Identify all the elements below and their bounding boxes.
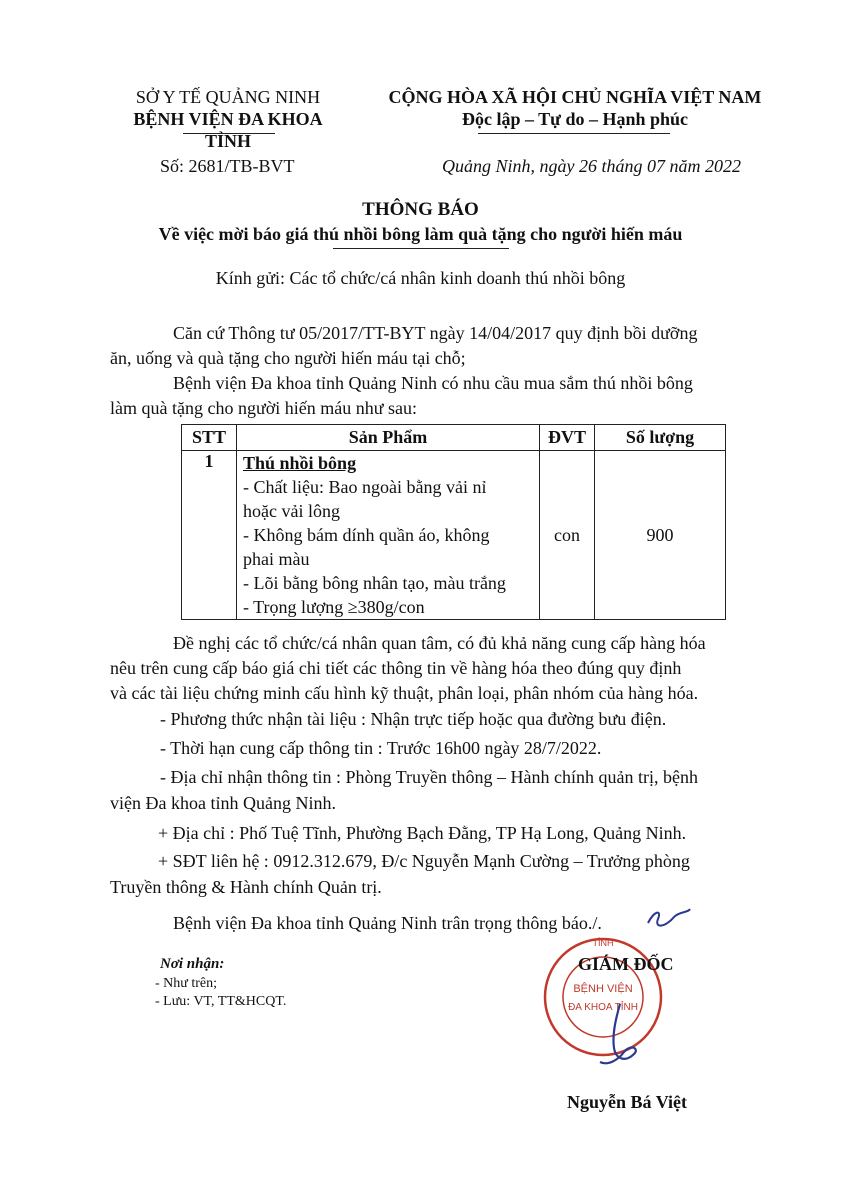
table-row	[182, 451, 726, 620]
recipients-line2: - Lưu: VT, TT&HCQT.	[155, 994, 287, 1009]
national-motto: Độc lập – Tự do – Hạnh phúc	[461, 109, 689, 129]
national-title: CỘNG HÒA XÃ HỘI CHỦ NGHĨA VIỆT NAM	[388, 87, 762, 107]
spec-line: - Lõi bằng bông nhân tạo, màu trắng	[243, 573, 506, 593]
spec-line: - Không bám dính quần áo, không	[243, 525, 490, 545]
document-title: THÔNG BÁO	[362, 199, 479, 220]
bullet-address-line2: viện Đa khoa tỉnh Quảng Ninh.	[110, 793, 336, 813]
spec-line: phai màu	[243, 549, 310, 569]
header-unit: ĐVT	[540, 425, 595, 451]
spec-line: - Chất liệu: Bao ngoài bằng vải nỉ	[243, 477, 487, 497]
header-quantity: Số lượng	[595, 425, 726, 451]
goods-table	[181, 424, 726, 620]
closing-line: Bệnh viện Đa khoa tỉnh Quảng Ninh trân trọng thông báo./.	[173, 913, 602, 933]
stamp-line2: ĐA KHOA TỈNH	[568, 1002, 638, 1013]
agency-name: SỞ Y TẾ QUẢNG NINH	[135, 87, 321, 107]
product-name: Thú nhồi bông	[243, 453, 357, 473]
contact-address: + Địa chỉ : Phố Tuệ Tĩnh, Phường Bạch Đằng, TP Hạ Long, Quảng Ninh.	[158, 823, 687, 843]
spec-line: - Trọng lượng ≥380g/con	[243, 597, 425, 617]
bullet-method: - Phương thức nhận tài liệu : Nhận trực tiếp hoặc qua đường bưu điện.	[160, 709, 667, 729]
para3-line3: và các tài liệu chứng minh cấu hình kỹ thuật, phân loại, phân nhóm của hàng hóa.	[110, 683, 699, 703]
table-header-row	[182, 425, 726, 451]
recipients-line1: - Như trên;	[155, 976, 218, 991]
row-stt: 1	[182, 451, 237, 620]
contact-phone-line2: Truyền thông & Hành chính Quản trị.	[110, 877, 382, 897]
row-unit: con	[540, 451, 595, 620]
contact-phone-line1: + SĐT liên hệ : 0912.312.679, Đ/c Nguyễn Mạnh Cường – Trưởng phòng	[158, 851, 690, 871]
para1-line1: Căn cứ Thông tư 05/2017/TT-BYT ngày 14/04/2017 quy định bồi dưỡng	[173, 323, 698, 343]
header-left-underline	[183, 133, 275, 134]
para3-line2: nêu trên cung cấp báo giá chi tiết các thông tin về hàng hóa theo đúng quy định	[110, 658, 682, 678]
initial-scribble	[644, 905, 694, 933]
header-right-underline	[478, 133, 670, 134]
hospital-name: BỆNH VIỆN ĐA KHOA TỈNH	[133, 109, 323, 151]
signature-title: GIÁM ĐỐC	[578, 954, 674, 974]
para1-line2: ăn, uống và quà tặng cho người hiến máu tại chỗ;	[110, 348, 466, 368]
stamp-line1: BỆNH VIỆN	[573, 983, 633, 995]
subject-underline	[333, 248, 509, 249]
spec-line: hoặc vải lông	[243, 501, 340, 521]
document-date: Quảng Ninh, ngày 26 tháng 07 năm 2022	[442, 156, 741, 176]
recipient-line: Kính gửi: Các tổ chức/cá nhân kinh doanh thú nhồi bông	[215, 268, 626, 288]
document-number: Số: 2681/TB-BVT	[160, 156, 295, 176]
bullet-address-line1: - Địa chỉ nhận thông tin : Phòng Truyền thông – Hành chính quản trị, bệnh	[160, 767, 698, 787]
signer-name: Nguyễn Bá Việt	[567, 1092, 688, 1112]
handwritten-signature	[590, 1000, 650, 1072]
document-subject: Về việc mời báo giá thú nhồi bông làm quà tặng cho người hiến máu	[158, 224, 683, 244]
recipients-heading: Nơi nhận:	[160, 956, 225, 972]
header-stt: STT	[182, 425, 237, 451]
para2-line2: làm quà tặng cho người hiến máu như sau:	[110, 398, 417, 418]
bullet-deadline: - Thời hạn cung cấp thông tin : Trước 16h00 ngày 28/7/2022.	[160, 738, 602, 758]
row-quantity: 900	[595, 451, 726, 620]
stamp-ring-text: TỈNH	[592, 938, 614, 948]
header-product: Sản Phẩm	[237, 425, 540, 451]
para2-line1: Bệnh viện Đa khoa tỉnh Quảng Ninh có nhu cầu mua sắm thú nhồi bông	[173, 373, 693, 393]
row-product	[237, 451, 540, 620]
para3-line1: Đề nghị các tổ chức/cá nhân quan tâm, có đủ khả năng cung cấp hàng hóa	[173, 633, 706, 653]
